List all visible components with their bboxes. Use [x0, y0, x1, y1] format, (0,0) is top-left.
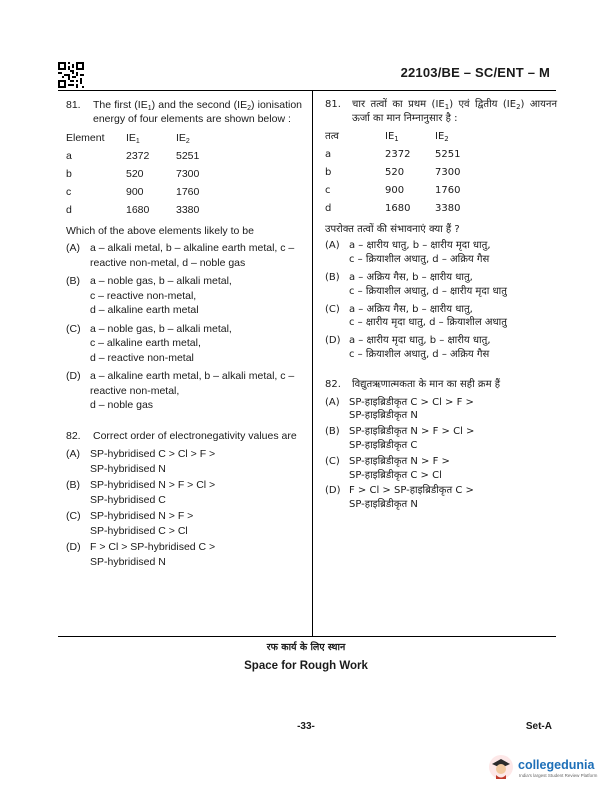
- option-label: (C): [66, 322, 81, 335]
- option-label: (C): [325, 303, 340, 315]
- table-row: [66, 149, 226, 167]
- table-row: [325, 202, 485, 220]
- ionisation-energy-table: [325, 130, 485, 220]
- table-header-row: [66, 131, 226, 149]
- option-c[interactable]: [325, 303, 557, 331]
- page-number: -33-: [297, 721, 315, 732]
- paper-code: 22103/BE – SC/ENT – M: [400, 65, 550, 80]
- option-text: SP-हाइब्रिडीकृत N > F > Cl >: [349, 426, 475, 438]
- option-c[interactable]: [66, 509, 302, 538]
- option-text: a – noble gas, b – alkali metal,: [90, 275, 232, 288]
- option-text: SP-hybridised N: [90, 462, 166, 475]
- option-label: (D): [66, 370, 81, 383]
- option-label: (A): [66, 242, 80, 255]
- table-cell: 2372: [385, 148, 411, 160]
- option-b[interactable]: [66, 478, 302, 507]
- option-text: SP-hybridised N > F > Cl >: [90, 479, 216, 492]
- table-cell: 520: [385, 166, 405, 178]
- option-label: (C): [325, 455, 340, 467]
- option-label: (B): [325, 426, 340, 438]
- table-header-cell: $IE_1$: [385, 130, 399, 143]
- ionisation-energy-table: [66, 131, 226, 221]
- option-text: SP-hybridised C > Cl > F >: [90, 448, 216, 461]
- qr-code: [58, 62, 84, 88]
- table-header-cell: $IE_2$: [435, 130, 449, 143]
- question-number: 82.: [66, 429, 81, 442]
- option-d[interactable]: [66, 540, 302, 569]
- table-row: [66, 185, 226, 203]
- option-text: c – reactive non-metal,: [90, 289, 197, 302]
- option-text: SP-हाइब्रिडीकृत N > F >: [349, 455, 450, 467]
- option-text: SP-हाइब्रिडीकृत C > Cl > F >: [349, 396, 474, 408]
- option-text: d – noble gas: [90, 399, 154, 412]
- table-cell: 900: [385, 184, 405, 196]
- option-label: (A): [325, 240, 340, 252]
- option-text: SP-हाइब्रिडीकृत C: [349, 439, 418, 451]
- option-label: (B): [325, 271, 340, 283]
- question-number: 81.: [325, 99, 341, 110]
- question-81-english: [66, 98, 302, 413]
- option-label: (D): [66, 541, 81, 554]
- column-divider: [312, 91, 313, 636]
- table-cell: 1760: [176, 185, 200, 198]
- option-text: a – noble gas, b – alkali metal,: [90, 322, 232, 335]
- option-label: (D): [325, 485, 341, 497]
- question-followup: Which of the above elements likely to be: [66, 224, 254, 237]
- option-text: F > Cl > SP-हाइब्रिडीकृत C >: [349, 485, 474, 497]
- set-label: Set-A: [525, 721, 552, 732]
- table-cell: 1680: [385, 202, 411, 214]
- option-a[interactable]: [325, 239, 557, 267]
- option-text: a – अक्रिय गैस, b – क्षारीय धातु,: [349, 303, 473, 315]
- table-cell: a: [66, 149, 72, 162]
- table-header-cell: $IE_1$: [126, 131, 140, 145]
- collegedunia-logo[interactable]: [488, 750, 606, 784]
- table-cell: 520: [126, 167, 144, 180]
- option-label: (B): [66, 479, 80, 492]
- option-text: c – क्रियाशील अधातु, d – क्षारीय मृदा धातु: [349, 285, 507, 297]
- option-label: (B): [66, 275, 80, 288]
- table-row: [325, 148, 485, 166]
- question-text: Correct order of electronegativity values are: [93, 429, 297, 442]
- english-column: [66, 98, 302, 571]
- option-text: F > Cl > SP-hybridised C >: [90, 541, 216, 554]
- option-d[interactable]: [66, 369, 302, 412]
- table-header-cell: Element: [66, 131, 105, 144]
- option-c[interactable]: [325, 455, 557, 483]
- logo-name: collegedunia: [518, 758, 595, 772]
- option-text: SP-hybridised N: [90, 555, 166, 568]
- option-text: a – alkali metal, b – alkaline earth metal, c – reactive non-metal, d – noble gas: [90, 242, 295, 269]
- option-a[interactable]: [325, 396, 557, 424]
- option-c[interactable]: [66, 322, 302, 365]
- table-cell: a: [325, 148, 332, 160]
- table-cell: 7300: [435, 166, 461, 178]
- question-number: 81.: [66, 99, 81, 111]
- table-cell: 5251: [435, 148, 461, 160]
- table-cell: 7300: [176, 167, 200, 180]
- mascot-icon: [488, 754, 514, 780]
- option-a[interactable]: [66, 241, 302, 270]
- table-cell: 3380: [435, 202, 461, 214]
- option-text: c – क्रियाशील अधातु, d – अक्रिय गैस: [349, 254, 490, 266]
- table-row: [325, 184, 485, 202]
- logo-tagline: India's largest Student Review Platform: [519, 773, 598, 778]
- question-text: चार तत्वों का प्रथम $(IE_1)$ एवं द्वितीय $(IE_2)$ आयनन ऊर्जा का मान निम्नानुसार है :: [352, 99, 557, 124]
- option-a[interactable]: [66, 447, 302, 476]
- option-text: c – क्षारीय मृदा धातु, d – क्रियाशील अधातु: [349, 317, 507, 329]
- option-text: SP-हाइब्रिडीकृत C > Cl: [349, 469, 442, 481]
- table-header-row: [325, 130, 485, 148]
- table-cell: 3380: [176, 203, 200, 216]
- table-cell: d: [325, 202, 332, 214]
- option-label: (A): [325, 396, 340, 408]
- option-label: (C): [66, 510, 81, 523]
- option-text: a – क्षारीय मृदा धातु, b – क्षारीय धातु,: [349, 335, 491, 347]
- table-cell: b: [66, 167, 72, 180]
- option-text: c – क्रियाशील अधातु, d – अक्रिय गैस: [349, 348, 490, 360]
- option-text: a – alkaline earth metal, b – alkali metal, c – reactive non-metal,: [90, 370, 295, 397]
- question-followup: उपरोक्त तत्वों की संभावनाएं क्या हैं ?: [325, 223, 460, 235]
- table-cell: d: [66, 203, 72, 216]
- table-header-cell: तत्व: [325, 130, 339, 142]
- table-header-cell: $IE_2$: [176, 131, 190, 145]
- option-text: d – reactive non-metal: [90, 351, 194, 364]
- option-text: a – अक्रिय गैस, b – क्षारीय धातु,: [349, 271, 473, 283]
- option-text: SP-हाइब्रिडीकृत N: [349, 410, 418, 422]
- option-b[interactable]: [325, 271, 557, 299]
- table-cell: 900: [126, 185, 144, 198]
- option-text: a – क्षारीय धातु, b – क्षारीय मृदा धातु,: [349, 240, 491, 252]
- hindi-column: [325, 98, 557, 514]
- option-text: c – alkaline earth metal,: [90, 337, 201, 350]
- option-d[interactable]: [325, 484, 557, 512]
- question-number: 82.: [325, 378, 341, 390]
- table-cell: b: [325, 166, 332, 178]
- table-cell: 2372: [126, 149, 150, 162]
- option-label: (A): [66, 448, 80, 461]
- footer-rule: [58, 636, 556, 637]
- question-text: विद्युतऋणात्मकता के मान का सही क्रम हैं: [352, 378, 501, 390]
- option-b[interactable]: [66, 274, 302, 317]
- header-rule: [58, 90, 556, 91]
- question-text: The first $(IE_1)$ and the second $(IE_2)$ ionisation energy of four elements are shown below :: [93, 99, 303, 126]
- table-cell: 1760: [435, 184, 461, 196]
- option-text: SP-hybridised C > Cl: [90, 524, 188, 537]
- table-cell: c: [66, 185, 72, 198]
- rough-work-label: Space for Rough Work: [244, 660, 368, 672]
- table-row: [66, 167, 226, 185]
- question-82-hindi: [325, 378, 557, 512]
- table-row: [66, 203, 226, 221]
- table-cell: c: [325, 184, 331, 196]
- question-82-english: [66, 429, 302, 569]
- question-81-hindi: [325, 98, 557, 362]
- option-text: SP-hybridised C: [90, 493, 166, 506]
- table-cell: 5251: [176, 149, 200, 162]
- option-text: d – alkaline earth metal: [90, 304, 199, 317]
- option-b[interactable]: [325, 425, 557, 453]
- option-text: SP-हाइब्रिडीकृत N: [349, 499, 418, 511]
- option-d[interactable]: [325, 334, 557, 362]
- option-label: (D): [325, 335, 341, 347]
- table-cell: 1680: [126, 203, 150, 216]
- option-text: SP-hybridised N > F >: [90, 510, 194, 523]
- table-row: [325, 166, 485, 184]
- rough-work-label-hindi: रफ कार्य के लिए स्थान: [266, 642, 346, 653]
